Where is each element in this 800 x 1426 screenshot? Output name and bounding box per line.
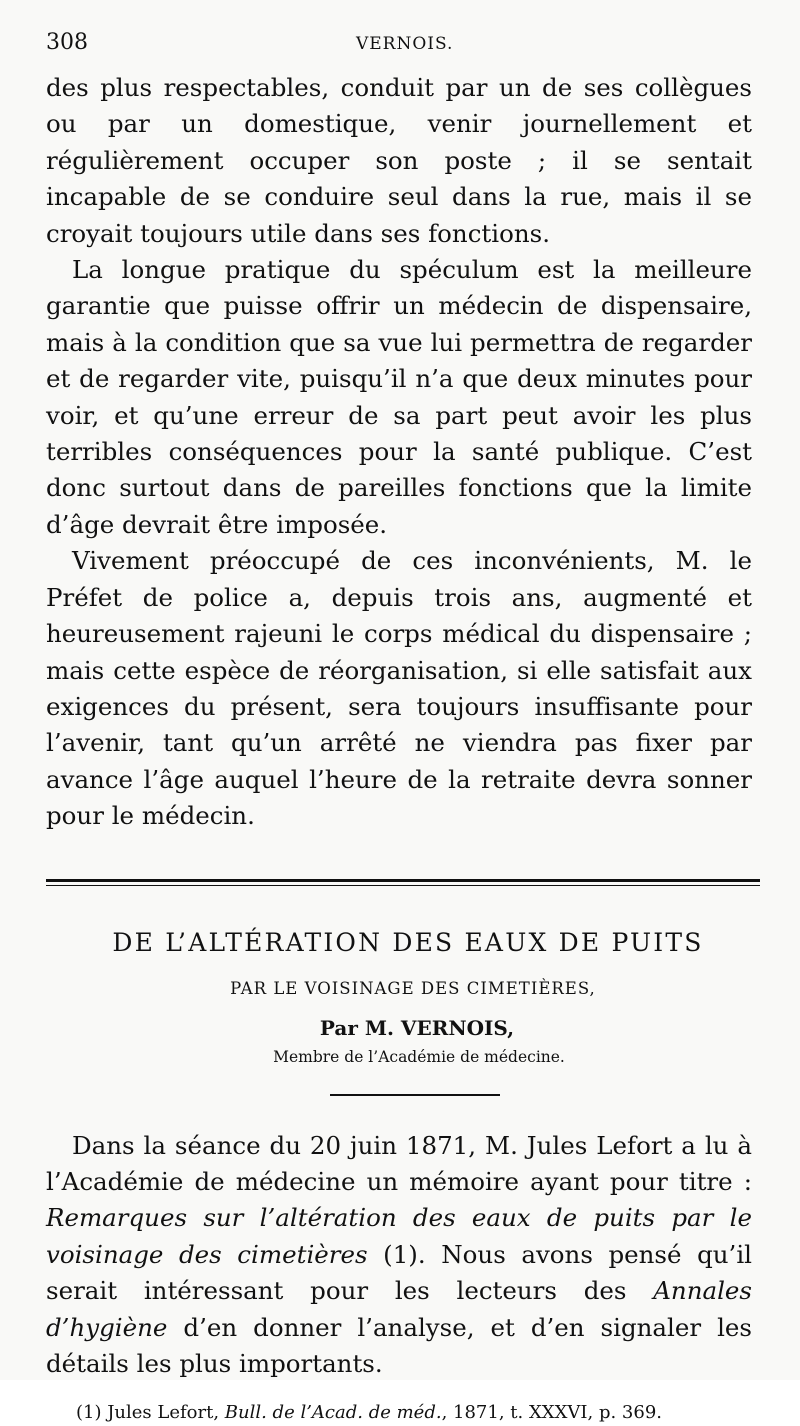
footnote-text-b: , 1871, t. XXXVI, p. 369. [441,1402,662,1424]
author-affiliation: Membre de l’Académie de médecine. [273,1047,565,1066]
paragraph-2: La longue pratique du spéculum est la meilleure garantie que puisse offrir un médecin de dispensaire, mais à la condition que sa vue lui permettra de regarder et de regarder vite, puisqu’il n’a que deux minutes pour voir, et qu’une erreur de sa part peut avoir les plus terribles conséquences pour la santé publique. C’est donc surtout dans de pareilles fonctions que la limite d’âge devrait être imposée. [46,255,752,539]
journal-name: Annales d’hygiène [46,1276,752,1342]
paragraph-3: Vivement préoccupé de ces inconvénients, M. le Préfet de police a, depuis trois ans, augmenté et heureusement rajeuni le corps médical du dispensaire ; mais cette espèce de réorganisation, si elle satisfait aux exigences du présent, sera toujours insuffisante pour l’avenir, tant qu’un arrêté ne viendra pas fixer par avance l’âge auquel l’heure de la retraite devra sonner pour le médecin. [46,546,752,831]
intro-text-a: Dans la séance du 20 juin 1871, M. Jules Lefort a lu à l’Académie de médecine un mémoire ayant pour titre : [46,1130,752,1196]
article-intro [46,1128,752,1383]
page-number: 308 [46,30,88,55]
section-divider [46,879,760,886]
page-header [46,30,752,70]
article-title: DE L’ALTÉRATION DES EAUX DE PUITS [112,927,704,957]
running-head: VERNOIS. [356,34,454,54]
article-subtitle: PAR LE VOISINAGE DES CIMETIÈRES, [230,978,596,998]
footnote-journal: Bull. de l’Acad. de méd. [224,1402,442,1424]
intro-text-b: (1). Nous avons pensé qu’il serait intéressant pour les lecteurs des [46,1239,752,1306]
title-rule [330,1094,500,1096]
footnote [46,1400,752,1426]
cited-memoir-title: Remarques sur l’altération des eaux de puits par le voisinage des cimetières [46,1203,752,1269]
footnote-text-a: (1) Jules Lefort, [76,1402,225,1424]
article-author: Par M. VERNOIS, [319,1015,515,1040]
intro-text-c: d’en donner l’analyse, et d’en signaler les détails les plus importants. [46,1312,752,1378]
paragraph-1: des plus respectables, conduit par un de ses collègues ou par un domestique, venir journellement et régulièrement occuper son poste ; il se sentait incapable de se conduire seul dans la rue, mais il se croyait toujours utile dans ses fonctions. [46,73,752,248]
